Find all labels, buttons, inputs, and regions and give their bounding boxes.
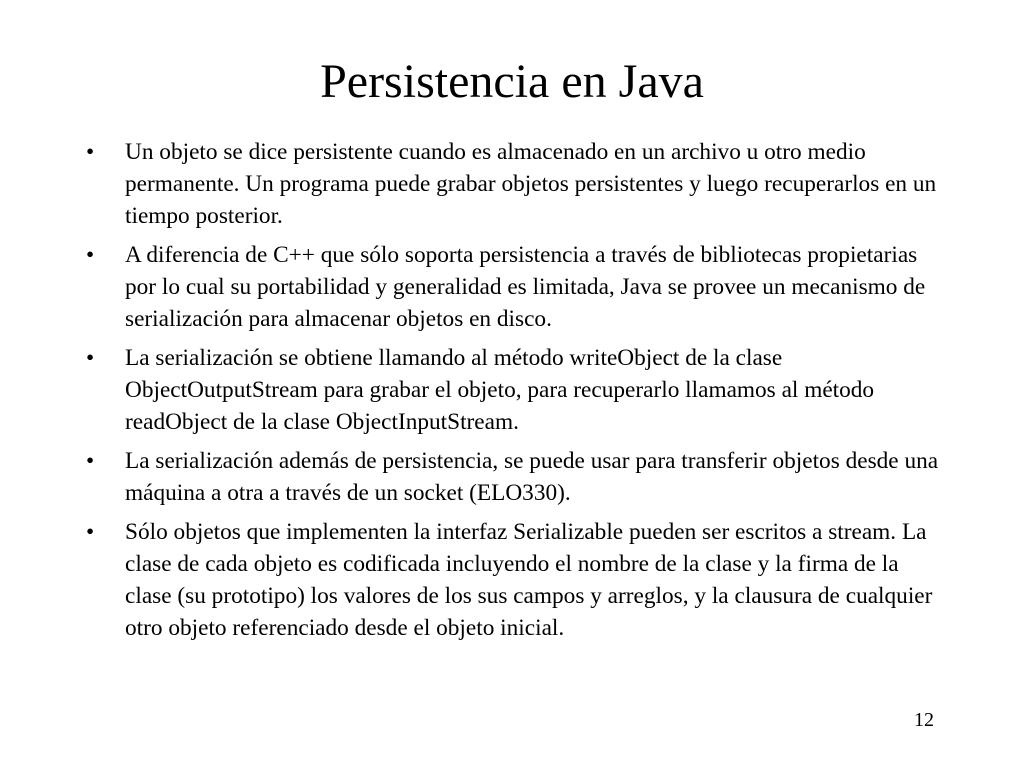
bullet-text: Sólo objetos que implementen la interfaz Serializable pueden ser escritos a stream. La clase de cada objeto es codificada incluyendo el nombre de la clase y la firma de la clase (su prototipo) los valores de los sus campos y arreglos, y la clausura de cualquier otro objeto referenciado desde el objeto inicial. [125,519,933,641]
bullet-text: A diferencia de C++ que sólo soporta persistencia a través de bibliotecas propietarias por lo cual su portabilidad y generalidad es limitada, Java se provee un mecanismo de serialización para almacenar objetos en disco. [125,242,926,332]
bullet-dot-icon: • [86,448,95,474]
slide-title: Persistencia en Java [320,55,704,108]
bullet-dot-icon: • [86,345,95,371]
bullet-text: La serialización se obtiene llamando al método writeObject de la clase ObjectOutputStream para grabar el objeto, para recuperarlo llamamos al método readObject de la clase ObjectInputStream. [125,345,875,435]
bullet-dot-icon: • [86,139,95,165]
bullet-item [86,342,946,438]
bullet-item [86,239,946,335]
bullet-item [86,136,946,232]
bullet-dot-icon: • [86,519,95,545]
page-number: 12 [914,709,934,731]
bullet-text: Un objeto se dice persistente cuando es almacenado en un archivo u otro medio permanente. Un programa puede grabar objetos persistentes y luego recuperarlos en un tiempo posterior. [125,139,937,229]
bullet-text: La serialización además de persistencia, se puede usar para transferir objetos desde una máquina a otra a través de un socket (ELO330). [125,448,939,506]
bullet-item [86,516,946,644]
bullet-list [86,136,946,651]
bullet-dot-icon: • [86,242,95,268]
bullet-item [86,445,946,509]
